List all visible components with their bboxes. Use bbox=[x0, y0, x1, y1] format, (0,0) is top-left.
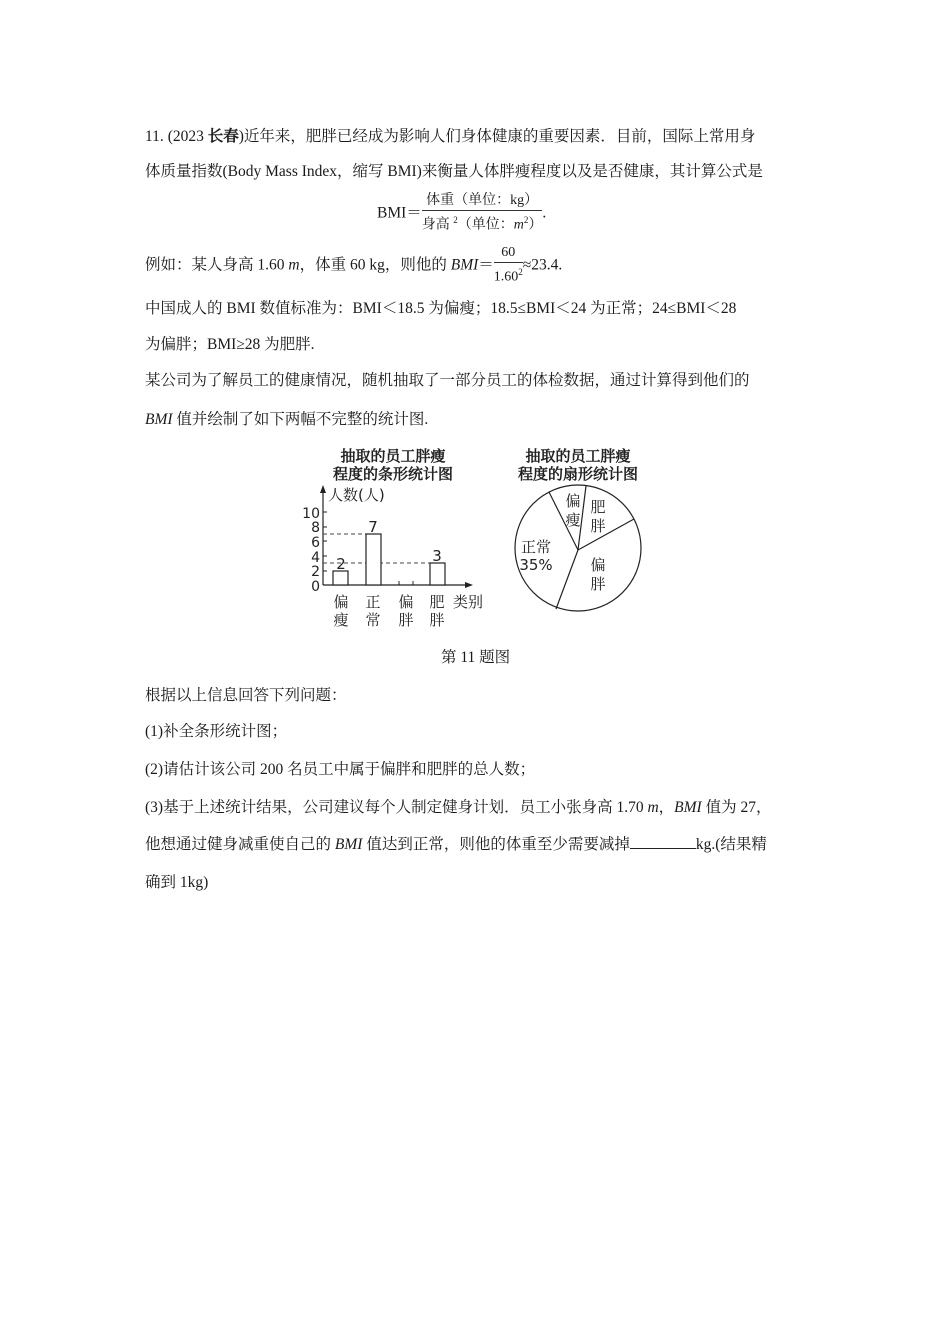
problem-number: 11. bbox=[145, 128, 164, 145]
x-category-label: 胖 bbox=[398, 611, 414, 629]
pie-label-pianpang: 偏 bbox=[590, 556, 606, 574]
survey-line1: 某公司为了解员工的健康情况，随机抽取了一部分员工的体检数据，通过计算得到他们的 bbox=[145, 372, 750, 389]
x-category-label: 偏 bbox=[398, 593, 414, 611]
standard-line2: 为偏胖；BMI≥28 为肥胖. bbox=[145, 336, 315, 353]
figure-caption: 第 11 题图 bbox=[441, 649, 511, 666]
x-category-label: 肥 bbox=[429, 593, 445, 611]
bmi-formula: BMI＝ $\frac{\text{体重（单位：kg）}}{身高 ^2(单位:m^2)}$ . bbox=[377, 193, 547, 233]
y-tick: 10 bbox=[302, 506, 320, 522]
question-1: (1)补全条形统计图； bbox=[145, 723, 288, 740]
y-tick: 8 bbox=[311, 520, 320, 536]
y-tick: 4 bbox=[311, 550, 320, 566]
example-line: 例如：某人身高 1.60 m，体重 60 kg，则他的 BMI＝ $\frac{60}{1.60^2}$ ≈23.4. bbox=[145, 245, 563, 285]
bar-pianshou bbox=[333, 571, 348, 585]
bar-zhengchang bbox=[366, 534, 381, 585]
x-category-label: 常 bbox=[365, 611, 381, 629]
pie-chart-title-line2: 程度的扇形统计图 bbox=[517, 465, 639, 483]
question-3-line3: 确到 1kg) bbox=[145, 874, 209, 891]
bar-chart bbox=[295, 440, 500, 635]
problem-source: (2023 长春) bbox=[167, 128, 244, 145]
x-category-label: 瘦 bbox=[333, 611, 349, 629]
bar-chart-title-line2: 程度的条形统计图 bbox=[332, 465, 454, 483]
y-tick: 2 bbox=[311, 564, 320, 580]
pie-chart-title-line1: 抽取的员工胖瘦 bbox=[525, 447, 631, 465]
y-tick: 0 bbox=[311, 579, 320, 595]
x-category-label: 胖 bbox=[429, 611, 445, 629]
question-3-line2: 他想通过健身减重使自己的 BMI 值达到正常，则他的体重至少需要减掉 kg.(结果精 bbox=[145, 836, 767, 853]
standard-line1: 中国成人的 BMI 数值标准为：BMI＜18.5 为偏瘦；18.5≤BMI＜24 为正常；24≤BMI＜28 bbox=[145, 300, 737, 317]
pie-label-pianpang: 胖 bbox=[590, 575, 606, 593]
pie-label-pianshou: 瘦 bbox=[565, 511, 581, 529]
bar-feipang bbox=[430, 563, 445, 585]
intro-text-2: 体质量指数(Body Mass Index，缩写 BMI)来衡量人体胖瘦程度以及是否健康，其计算公式是 bbox=[145, 163, 763, 180]
questions-intro: 根据以上信息回答下列问题： bbox=[145, 687, 347, 704]
pie-label-pianshou: 偏 bbox=[565, 492, 581, 510]
survey-line2: BMI 值并绘制了如下两幅不完整的统计图. bbox=[145, 411, 429, 428]
bar-value-label: 2 bbox=[336, 555, 346, 573]
question-3-line1: (3)基于上述统计结果，公司建议每个人制定健身计划．员工小张身高 1.70 m，BMI 值为 27， bbox=[145, 799, 772, 816]
y-axis-label: 人数(人) bbox=[328, 486, 385, 504]
pie-label-feipang: 肥 bbox=[590, 498, 606, 516]
bar-value-label: 7 bbox=[368, 518, 378, 536]
x-axis-label: 类别 bbox=[453, 593, 484, 611]
pie-label-feipang: 胖 bbox=[590, 517, 606, 535]
bar-chart-title-line1: 抽取的员工胖瘦 bbox=[340, 447, 446, 465]
x-category-label: 偏 bbox=[333, 593, 349, 611]
pie-label-zhengchang: 正常 bbox=[520, 538, 552, 556]
x-category-label: 正 bbox=[365, 593, 381, 611]
intro-text-1: 近年来，肥胖已经成为影响人们身体健康的重要因素．目前，国际上常用身 bbox=[243, 128, 756, 145]
question-2: (2)请估计该公司 200 名员工中属于偏胖和肥胖的总人数； bbox=[145, 761, 536, 778]
bar-value-label: 3 bbox=[432, 547, 442, 565]
y-tick: 6 bbox=[311, 535, 320, 551]
answer-blank[interactable] bbox=[630, 834, 696, 849]
pie-chart bbox=[500, 440, 660, 620]
problem-intro-line1 bbox=[145, 127, 755, 147]
pie-label-zhengchang-percent: 35% bbox=[519, 556, 553, 574]
